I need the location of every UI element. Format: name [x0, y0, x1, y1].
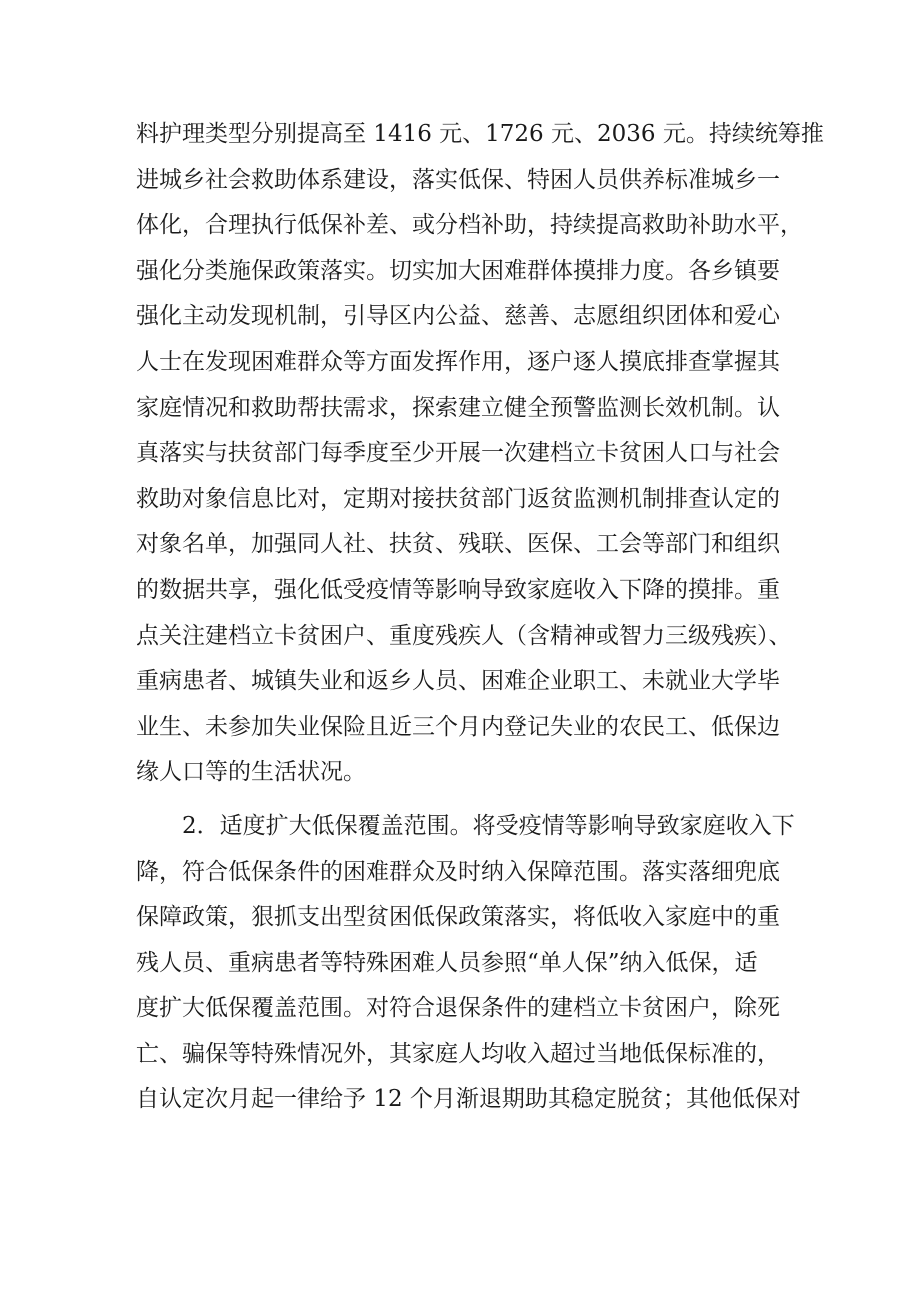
text-line-3: 体化，合理执行低保补差、或分档补助，持续提高救助补助水平，: [136, 212, 803, 239]
text-line-16: 2．适度扩大低保覆盖范围。将受疫情等影响导致家庭收入下: [136, 812, 795, 839]
text-line-8: 真落实与扶贫部门每季度至少开展一次建档立卡贫困人口与社会: [136, 440, 780, 467]
text-line-17: 降，符合低保条件的困难群众及时纳入保障范围。落实落细兜底: [136, 858, 780, 885]
text-line-19: 残人员、重病患者等特殊困难人员参照“单人保”纳入低保，适: [136, 949, 758, 976]
text-line-21: 亡、骗保等特殊情况外，其家庭人均收入超过当地低保标准的，: [136, 1040, 780, 1067]
text-line-2: 进城乡社会救助体系建设，落实低保、特困人员供养标准城乡一: [136, 166, 780, 193]
text-line-5: 强化主动发现机制，引导区内公益、慈善、志愿组织团体和爱心: [136, 303, 780, 330]
text-line-10: 对象名单，加强同人社、扶贫、残联、医保、工会等部门和组织: [136, 531, 780, 558]
text-line-7: 家庭情况和救助帮扶需求，探索建立健全预警监测长效机制。认: [136, 394, 780, 421]
text-line-1: 料护理类型分别提高至 1416 元、1726 元、2036 元。持续统筹推: [136, 121, 824, 147]
text-line-15: 缘人口等的生活状况。: [136, 759, 366, 786]
text-line-6: 人士在发现困难群众等方面发挥作用，逐户逐人摸底排查掌握其: [136, 348, 780, 375]
text-line-22: 自认定次月起一律给予 12 个月渐退期助其稳定脱贫；其他低保对: [136, 1086, 801, 1113]
text-line-14: 业生、未参加失业保险且近三个月内登记失业的农民工、低保边: [136, 713, 780, 740]
text-line-11: 的数据共享，强化低受疫情等影响导致家庭收入下降的摸排。重: [136, 576, 780, 603]
text-line-20: 度扩大低保覆盖范围。对符合退保条件的建档立卡贫困户，除死: [136, 995, 780, 1022]
text-line-13: 重病患者、城镇失业和返乡人员、困难企业职工、未就业大学毕: [136, 668, 780, 695]
text-line-4: 强化分类施保政策落实。切实加大困难群体摸排力度。各乡镇要: [136, 257, 780, 284]
body-text: [136, 112, 824, 1123]
text-line-18: 保障政策，狠抓支出型贫困低保政策落实，将低收入家庭中的重: [136, 904, 780, 931]
text-line-12: 点关注建档立卡贫困户、重度残疾人（含精神或智力三级残疾）、: [136, 622, 792, 649]
text-line-9: 救助对象信息比对，定期对接扶贫部门返贫监测机制排查认定的: [136, 485, 780, 512]
